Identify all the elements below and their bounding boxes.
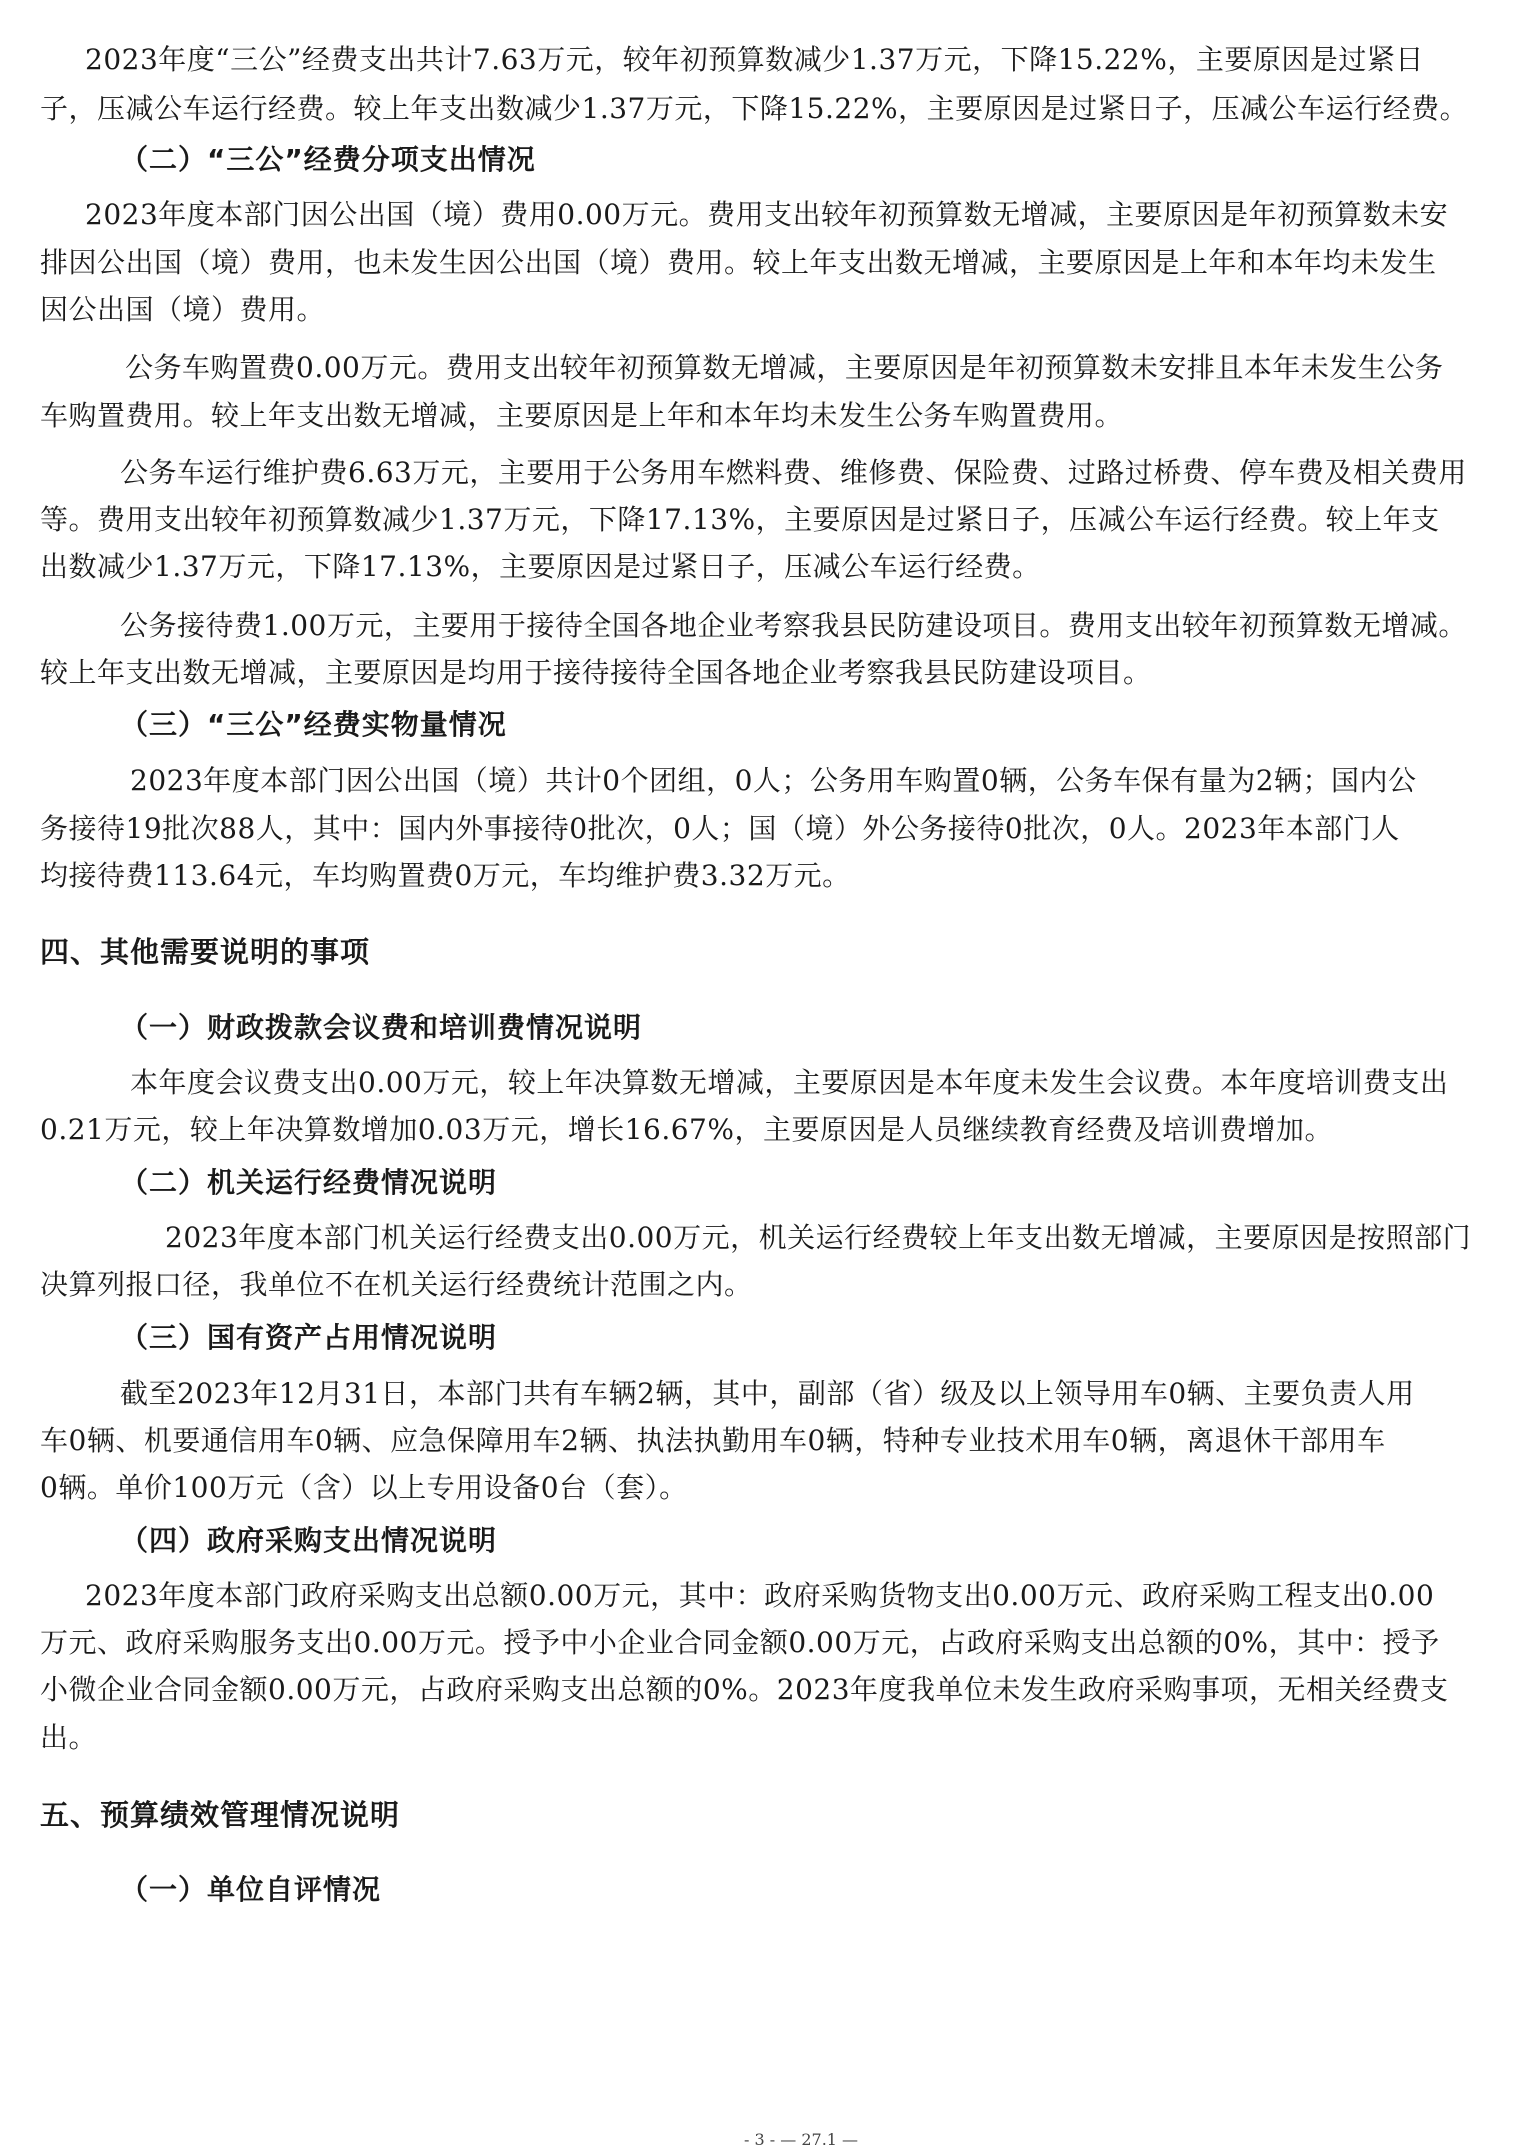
paragraph-line: 小微企业合同金额0.00万元，占政府采购支出总额的0%。2023年度我单位未发生政府采购事项，无相关经费支 — [40, 1673, 1449, 1706]
paragraph-line: 车购置费用。较上年支出数无增减，主要原因是上年和本年均未发生公务车购置费用。 — [40, 399, 1124, 432]
paragraph-line: 0.21万元，较上年决算数增加0.03万元，增长16.67%，主要原因是人员继续教育经费及培训费增加。 — [40, 1113, 1333, 1146]
section-heading: （三）国有资产占用情况说明 — [120, 1321, 498, 1354]
paragraph-line: 0辆。单价100万元（含）以上专用设备0台（套）。 — [40, 1471, 688, 1504]
section-heading: （一）单位自评情况 — [120, 1873, 382, 1906]
section-heading: （三）“三公”经费实物量情况 — [120, 708, 507, 741]
paragraph-line: 2023年度本部门因公出国（境）费用0.00万元。费用支出较年初预算数无增减，主要原因是年初预算数未安 — [85, 198, 1449, 231]
paragraph-line: 公务接待费1.00万元，主要用于接待全国各地企业考察我县民防建设项目。费用支出较年初预算数无增减。 — [120, 609, 1467, 642]
paragraph-line: 较上年支出数无增减，主要原因是均用于接待接待全国各地企业考察我县民防建设项目。 — [40, 656, 1152, 689]
paragraph-line: 车0辆、机要通信用车0辆、应急保障用车2辆、执法执勤用车0辆，特种专业技术用车0辆，离退休干部用车 — [40, 1424, 1386, 1457]
paragraph-line: 本年度会议费支出0.00万元，较上年决算数无增减，主要原因是本年度未发生会议费。本年度培训费支出 — [130, 1066, 1449, 1099]
chapter-heading: 四、其他需要说明的事项 — [40, 935, 371, 969]
paragraph-line: 2023年度本部门政府采购支出总额0.00万元，其中：政府采购货物支出0.00万元、政府采购工程支出0.00 — [85, 1579, 1435, 1612]
paragraph-line: 2023年度本部门因公出国（境）共计0个团组，0人；公务用车购置0辆，公务车保有量为2辆；国内公 — [130, 764, 1417, 797]
paragraph-line: 均接待费113.64元，车均购置费0万元，车均维护费3.32万元。 — [40, 859, 851, 892]
paragraph-line: 等。费用支出较年初预算数减少1.37万元，下降17.13%，主要原因是过紧日子，压减公车运行经费。较上年支 — [40, 503, 1440, 536]
paragraph-line: 决算列报口径，我单位不在机关运行经费统计范围之内。 — [40, 1268, 753, 1301]
paragraph-line: 务接待19批次88人，其中：国内外事接待0批次，0人；国（境）外公务接待0批次，0人。2023年本部门人 — [40, 812, 1400, 845]
section-heading: （四）政府采购支出情况说明 — [120, 1524, 498, 1557]
paragraph-line: 2023年度“三公”经费支出共计7.63万元，较年初预算数减少1.37万元，下降15.22%，主要原因是过紧日 — [85, 43, 1424, 76]
paragraph-line: 公务车购置费0.00万元。费用支出较年初预算数无增减，主要原因是年初预算数未安排且本年未发生公务 — [125, 351, 1444, 384]
paragraph-line: 因公出国（境）费用。 — [40, 293, 326, 326]
paragraph-line: 排因公出国（境）费用，也未发生因公出国（境）费用。较上年支出数无增减，主要原因是上年和本年均未发生 — [40, 246, 1437, 279]
paragraph-line: 出。 — [40, 1721, 98, 1754]
section-heading: （一）财政拨款会议费和培训费情况说明 — [120, 1011, 643, 1044]
paragraph-line: 出数减少1.37万元，下降17.13%，主要原因是过紧日子，压减公车运行经费。 — [40, 550, 1041, 583]
chapter-heading: 五、预算绩效管理情况说明 — [40, 1798, 401, 1832]
paragraph-line: 公务车运行维护费6.63万元，主要用于公务用车燃料费、维修费、保险费、过路过桥费、停车费及相关费用 — [120, 456, 1467, 489]
page-number: - 3 - — 27.1 — — [744, 2130, 859, 2149]
paragraph-line: 子，压减公车运行经费。较上年支出数减少1.37万元，下降15.22%，主要原因是过紧日子，压减公车运行经费。 — [40, 92, 1469, 125]
section-heading: （二）机关运行经费情况说明 — [120, 1166, 498, 1199]
paragraph-line: 万元、政府采购服务支出0.00万元。授予中小企业合同金额0.00万元，占政府采购支出总额的0%，其中：授予 — [40, 1626, 1440, 1659]
paragraph-line: 2023年度本部门机关运行经费支出0.00万元，机关运行经费较上年支出数无增减，主要原因是按照部门 — [165, 1221, 1472, 1254]
section-heading: （二）“三公”经费分项支出情况 — [120, 143, 536, 176]
paragraph-line: 截至2023年12月31日，本部门共有车辆2辆，其中，副部（省）级及以上领导用车0辆、主要负责人用 — [120, 1377, 1415, 1410]
